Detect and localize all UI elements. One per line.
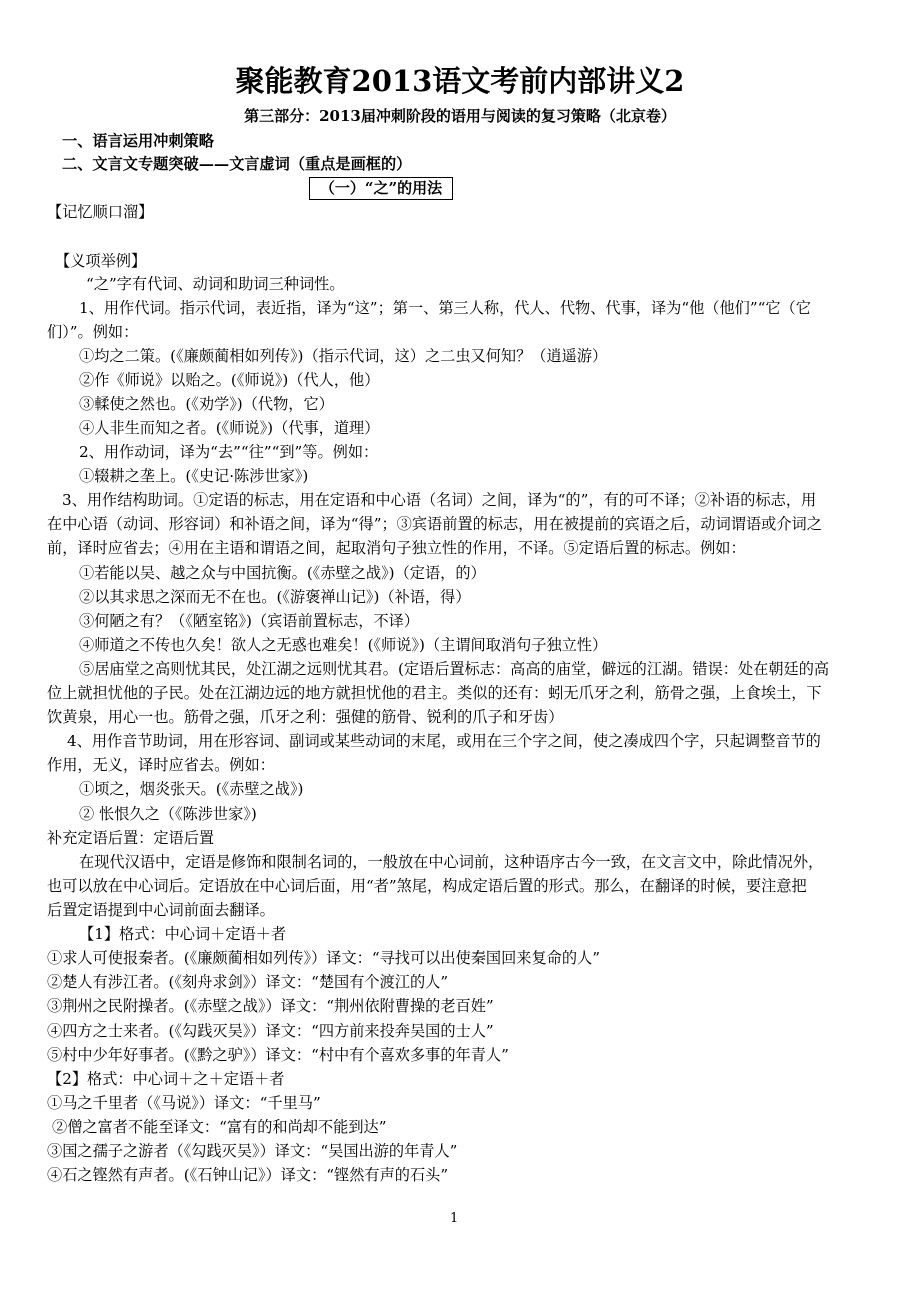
text-line: ④石之铿然有声者。(《石钟山记》）译文：“铿然有声的石头”	[47, 1166, 449, 1184]
text-line: 后置定语提到中心词前面去翻译。	[47, 901, 275, 919]
text-line: 4、用作音节助词，用在形容词、副词或某些动词的末尾，或用在三个字之间，使之凑成四个字，只起调整音节的	[67, 732, 821, 750]
page-subtitle: 第三部分：2013届冲刺阶段的语用与阅读的复习策略（北京卷）	[244, 107, 676, 125]
section-heading-1: 一、语言运用冲刺策略	[62, 132, 214, 150]
text-line: 也可以放在中心词后。定语放在中心词后面，用“者”煞尾，构成定语后置的形式。那么，在翻译的时候，要注意把	[47, 877, 807, 895]
text-line: 位上就担忧他的子民。处在江湖边远的地方就担忧他的君主。类似的还有：蚓无爪牙之利，筋骨之强，上食埃土，下	[47, 684, 822, 702]
text-line: “之”字有代词、动词和助词三种词性。	[86, 275, 345, 293]
text-line: ②以其求思之深而无不在也。(《游褒禅山记》)（补语，得）	[79, 588, 471, 606]
text-line: 3、用作结构助词。①定语的标志，用在定语和中心语（名词）之间，译为“的”，有的可不译；②补语的标志，用	[62, 491, 817, 509]
text-line: ⑤村中少年好事者。(《黔之驴》）译文：“村中有个喜欢多事的年青人”	[47, 1046, 509, 1064]
page-number: 1	[450, 1211, 459, 1226]
text-line: 在中心语（动词、形容词）和补语之间，译为“得”；③宾语前置的标志，用在被提前的宾语之后，动词谓语或介词之	[47, 515, 822, 533]
text-line: ①均之二策。(《廉颇蔺相如列传》)（指示代词，这）之二虫又何知？（逍遥游）	[79, 347, 608, 365]
text-line: ② 怅恨久之（《陈涉世家》)	[79, 805, 257, 823]
text-line: ①辍耕之垄上。(《史记·陈涉世家》)	[79, 467, 309, 485]
text-line: ①求人可使报秦者。(《廉颇蔺相如列传》）译文：“寻找可以出使秦国回来复命的人”	[47, 949, 601, 967]
text-line: ①顷之，烟炎张天。(《赤壁之战》)	[79, 780, 304, 798]
page-title: 聚能教育2013语文考前内部讲义2	[235, 64, 685, 98]
text-line: 2、用作动词，译为“去”“往”“到”等。例如：	[79, 443, 379, 461]
text-line: 【2】格式：中心词＋之＋定语＋者	[47, 1070, 285, 1088]
text-line: ③国之孺子之游者（《勾践灭吴》）译文：“吴国出游的年青人”	[47, 1142, 458, 1160]
text-line: ④四方之士来者。(《勾践灭吴》）译文：“四方前来投奔吴国的士人”	[47, 1022, 494, 1040]
text-line: ②作《师说》以贻之。(《师说》)（代人，他）	[79, 371, 380, 389]
text-line: 作用，无义，译时应省去。例如：	[47, 756, 275, 774]
text-line: ①马之千里者（《马说》）译文：“千里马”	[47, 1094, 321, 1112]
text-line: 饮黄泉，用心一也。筋骨之强，爪牙之利：强健的筋骨、锐利的爪子和牙齿）	[47, 708, 564, 726]
text-line: 【义项举例】	[55, 252, 147, 270]
text-line: ③荆州之民附操者。(《赤壁之战》）译文：“荆州依附曹操的老百姓”	[47, 997, 494, 1015]
text-line: ②楚人有涉江者。(《刻舟求剑》）译文：“楚国有个渡江的人”	[47, 973, 449, 991]
text-line: ③何陋之有？（《陋室铭》)（宾语前置标志，不译）	[79, 612, 420, 630]
section-heading-2: 二、文言文专题突破——文言虚词（重点是画框的）	[62, 155, 412, 173]
text-line: 前，译时应省去；④用在主语和谓语之间，起取消句子独立性的作用，不译。⑤定语后置的标志。例如：	[47, 539, 746, 557]
text-line: 补充定语后置：定语后置	[47, 829, 215, 847]
text-line: 们）”。例如：	[47, 323, 139, 341]
text-line: 【1】格式：中心词＋定语＋者	[79, 925, 287, 943]
text-line: ④师道之不传也久矣！欲人之无惑也难矣！(《师说》)（主谓间取消句子独立性）	[79, 636, 608, 654]
text-line: 【记忆顺口溜】	[47, 203, 154, 221]
text-line: 1、用作代词。指示代词，表近指，译为“这”；第一、第三人称，代人、代物、代事，译为“他（他们”“它（它	[79, 299, 811, 317]
text-line: 在现代汉语中，定语是修饰和限制名词的，一般放在中心词前，这种语序古今一致，在文言文中，除此情况外，	[79, 853, 824, 871]
text-line: ②僧之富者不能至译文：“富有的和尚却不能到达”	[52, 1118, 387, 1136]
text-line: ⑤居庙堂之高则忧其民，处江湖之远则忧其君。(定语后置标志：高高的庙堂，僻远的江湖。错误：处在朝廷的高	[79, 660, 830, 678]
text-line: ③輮使之然也。(《劝学》)（代物，它）	[79, 395, 334, 413]
text-line: ④人非生而知之者。(《师说》)（代事，道理）	[79, 419, 380, 437]
boxed-heading: （一）“之”的用法	[309, 177, 453, 200]
text-line: ①若能以吴、越之众与中国抗衡。(《赤壁之战》)（定语，的）	[79, 564, 486, 582]
